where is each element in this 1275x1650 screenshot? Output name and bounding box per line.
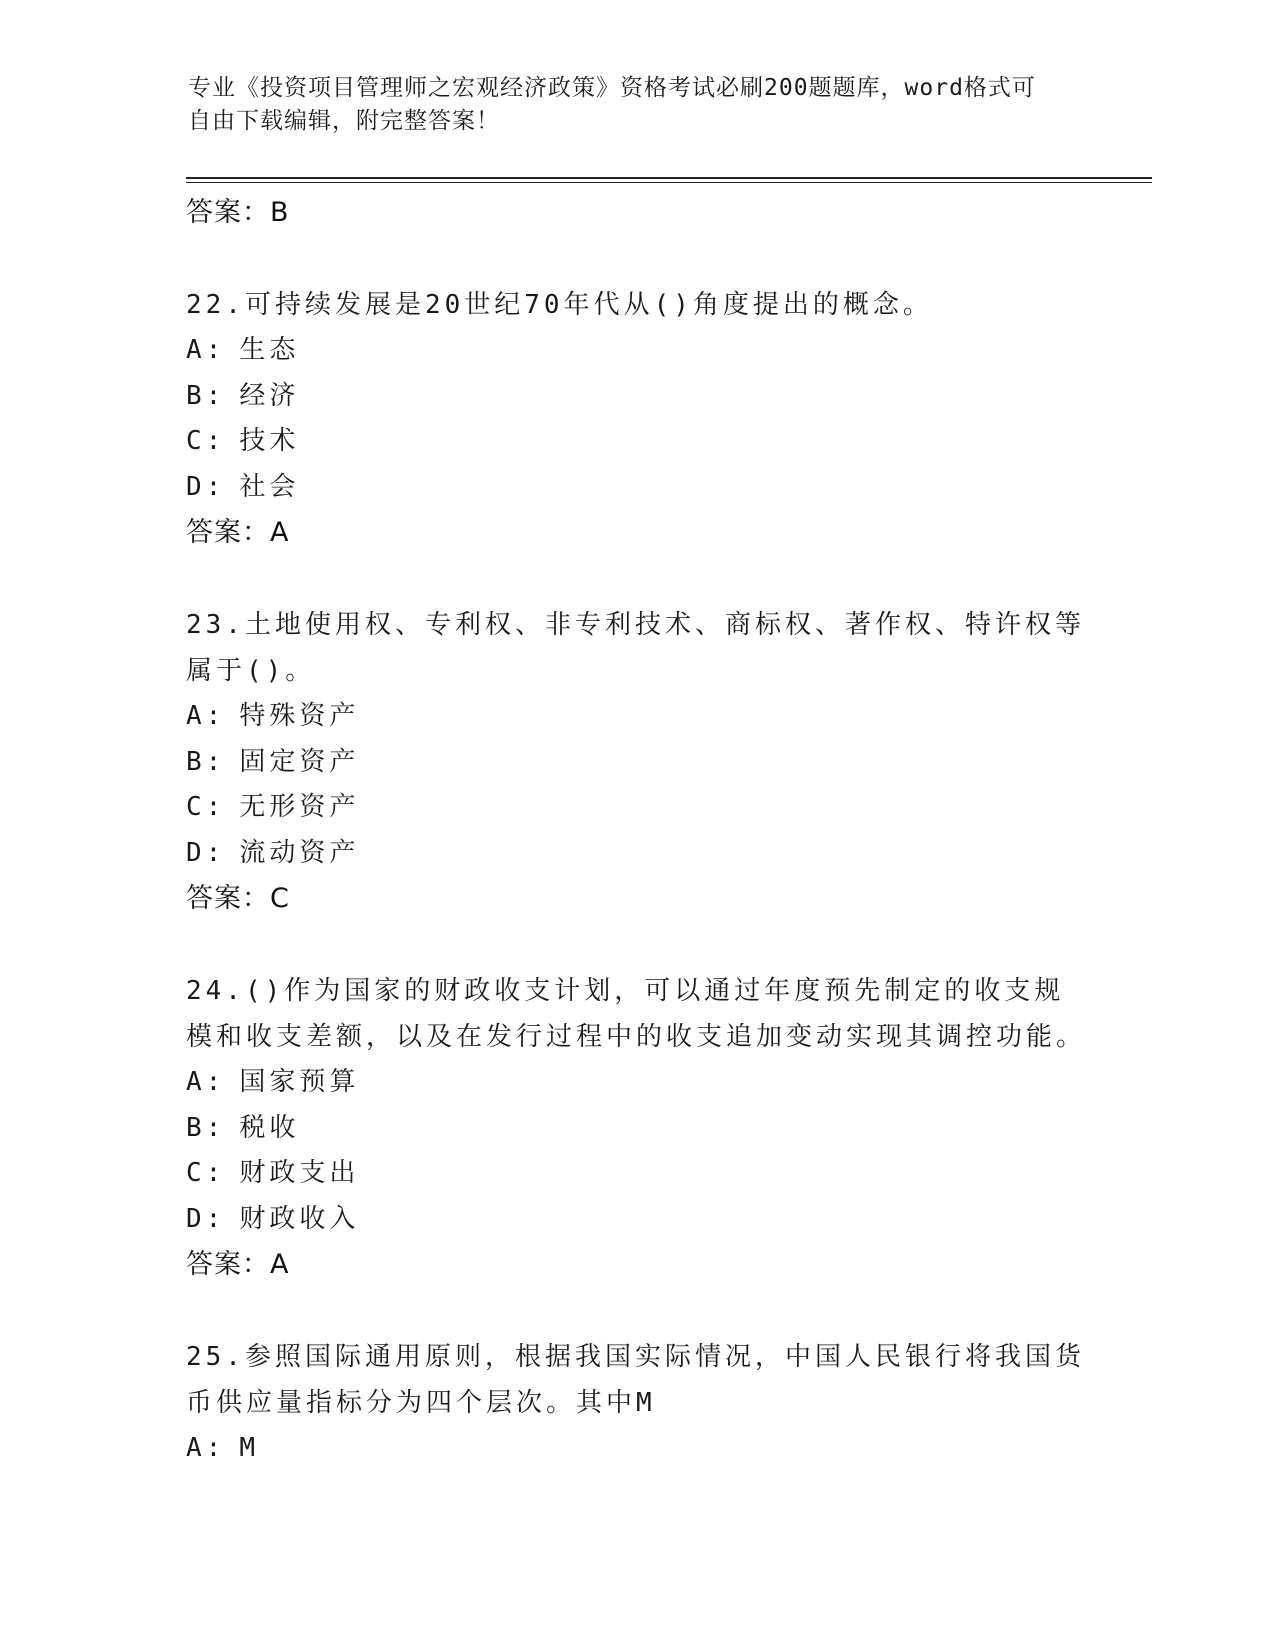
header-divider-thin [186, 182, 1152, 183]
header-line-2: 自由下载编辑，附完整答案！ [188, 108, 500, 134]
option-c [186, 419, 1086, 465]
document-header [188, 72, 1068, 138]
option-a [186, 694, 1086, 740]
option-text: 财政收入 [239, 1203, 360, 1234]
option-text: 经济 [239, 380, 300, 411]
question-item [186, 282, 1086, 556]
question-item [186, 968, 1086, 1288]
answer-line: 答案：C [186, 883, 290, 914]
option-d [186, 831, 1086, 877]
option-b [186, 374, 1086, 420]
question-text: 23.土地使用权、专利权、非专利技术、商标权、著作权、特许权等属于()。 [186, 610, 1085, 686]
option-text: 税收 [239, 1112, 300, 1143]
header-divider-thick [186, 177, 1152, 179]
header-line-1: 专业《投资项目管理师之宏观经济政策》资格考试必刷200题题库，word格式可 [188, 75, 1036, 101]
option-label: C: [186, 426, 226, 456]
option-a [186, 328, 1086, 374]
option-label: B: [186, 1112, 226, 1143]
option-text: 国家预算 [239, 1067, 360, 1097]
option-b [186, 1106, 1086, 1152]
option-text: 流动资产 [239, 837, 360, 868]
option-label: A: [186, 701, 226, 731]
option-label: D: [186, 1203, 226, 1234]
question-text: 24.()作为国家的财政收支计划，可以通过年度预先制定的收支规模和收支差额，以及在发行过程中的收支追加变动实现其调控功能。 [186, 976, 1087, 1052]
question-list [186, 190, 1086, 1472]
option-text: 财政支出 [239, 1158, 360, 1188]
option-label: A: [186, 1433, 226, 1463]
option-d [186, 1197, 1086, 1243]
question-item [186, 602, 1086, 922]
option-text: 技术 [239, 426, 300, 456]
option-label: B: [186, 380, 226, 411]
option-text: 特殊资产 [239, 701, 360, 731]
option-label: C: [186, 1158, 226, 1188]
option-d [186, 465, 1086, 511]
option-b [186, 740, 1086, 786]
option-text: 无形资产 [239, 792, 360, 822]
answer-line: 答案：B [186, 197, 290, 228]
option-c [186, 785, 1086, 831]
option-text: 生态 [239, 335, 300, 365]
option-c [186, 1151, 1086, 1197]
option-a [186, 1060, 1086, 1106]
answer-line: 答案：A [186, 517, 290, 548]
question-text: 25.参照国际通用原则，根据我国实际情况，中国人民银行将我国货币供应量指标分为四个层次。其中M [186, 1342, 1085, 1418]
question-item [186, 1334, 1086, 1472]
option-text: 社会 [239, 471, 300, 502]
option-a [186, 1426, 1086, 1472]
option-label: A: [186, 335, 226, 365]
option-text: M [239, 1433, 259, 1463]
option-label: A: [186, 1067, 226, 1097]
answer-line: 答案：A [186, 1249, 290, 1280]
option-text: 固定资产 [239, 746, 360, 777]
option-label: B: [186, 746, 226, 777]
option-label: C: [186, 792, 226, 822]
option-label: D: [186, 837, 226, 868]
question-text: 22.可持续发展是20世纪70年代从()角度提出的概念。 [186, 290, 933, 320]
option-label: D: [186, 471, 226, 502]
